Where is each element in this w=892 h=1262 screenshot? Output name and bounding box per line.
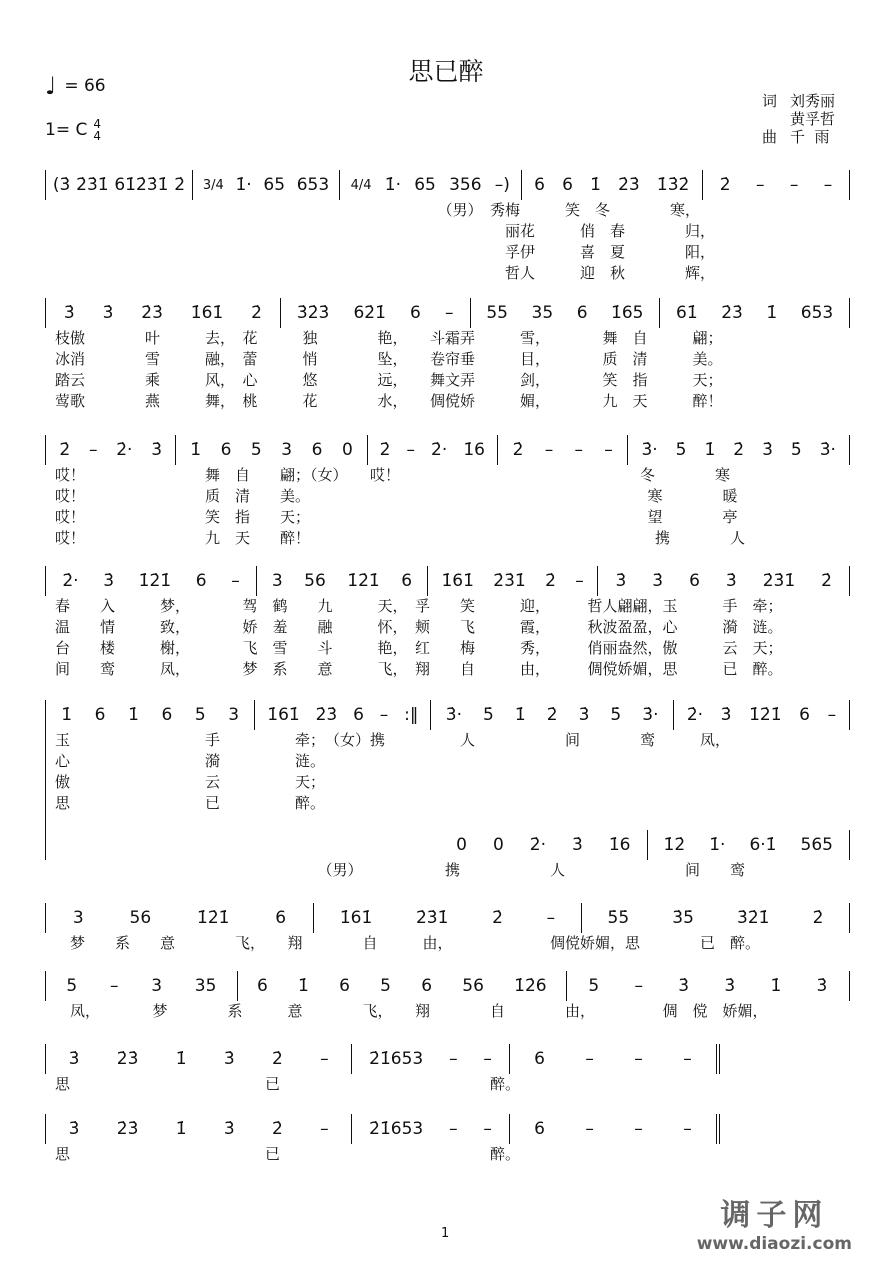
note-group: – xyxy=(585,1119,594,1139)
time-signature: 3/4 xyxy=(202,177,224,193)
note-group: – xyxy=(231,571,240,591)
note-group: 1̇· xyxy=(709,835,726,855)
note-group: 2̇· xyxy=(431,440,448,460)
note-group: – xyxy=(634,1049,643,1069)
note-group: – xyxy=(109,976,119,996)
note-group: 2̇ xyxy=(821,571,832,591)
note-group: 56 xyxy=(304,571,326,591)
notation-system xyxy=(45,971,850,1001)
note-group: – xyxy=(320,1049,329,1069)
measure xyxy=(192,170,339,200)
lyric-line: 凤， 梦 系 意 飞， 翔 自 由， 倜 傥 娇媚， xyxy=(55,1002,768,1020)
page-number: 1 xyxy=(441,1226,450,1241)
note-group: 35 xyxy=(531,303,554,323)
time-signature: 4/4 xyxy=(350,177,372,193)
lyrics-block xyxy=(55,860,745,881)
note-group: – xyxy=(585,1049,594,1069)
watermark-url: www.diaozi.com xyxy=(696,1234,852,1254)
note-group: 56 xyxy=(462,976,484,996)
measure xyxy=(351,1044,509,1074)
note-group: 3̇ xyxy=(615,571,627,591)
credits xyxy=(762,92,835,146)
time-bottom: 4 xyxy=(93,129,101,143)
notation-system xyxy=(45,830,850,860)
measure xyxy=(430,700,673,730)
note-group: – xyxy=(575,571,584,591)
note-group: 1̇ xyxy=(590,175,601,195)
note-group: – xyxy=(483,1119,492,1139)
note-group: 6 xyxy=(562,175,573,195)
note-group: 5̇ xyxy=(790,440,802,460)
note-group: – xyxy=(683,1049,692,1069)
measure xyxy=(45,700,254,730)
note-group: 3̇2̇1̇ xyxy=(737,908,770,928)
lyrics-block xyxy=(55,1001,768,1022)
lyrics-block xyxy=(55,1144,520,1165)
note-group: 6 xyxy=(576,303,588,323)
note-group: 2̇ xyxy=(379,440,391,460)
note-group: 5̇ xyxy=(483,705,494,725)
note-group: 0 xyxy=(492,835,504,855)
measure xyxy=(45,971,237,1001)
note-group: – xyxy=(683,1119,692,1139)
note-group: – xyxy=(827,705,837,725)
note-group: 6 xyxy=(421,976,433,996)
note-group: 1̇2̇6 xyxy=(514,976,547,996)
lyric-line: 丽花 俏 春 归， xyxy=(55,222,716,240)
lyricist-label: 词 xyxy=(762,92,778,110)
note-group: – xyxy=(320,1119,329,1139)
note-group: 1̇ xyxy=(190,440,202,460)
note-group: 56 xyxy=(129,908,152,928)
measure xyxy=(497,435,627,465)
measure xyxy=(659,298,850,328)
note-group: 2̇ xyxy=(492,908,503,928)
lyrics-block xyxy=(55,933,760,954)
measure xyxy=(647,830,851,860)
composer-label: 曲 xyxy=(762,128,778,146)
key-signature xyxy=(45,118,101,142)
note-group: 3̇· xyxy=(445,705,463,725)
lyric-line: （男） 秀梅 笑 冬 寒， xyxy=(55,201,701,219)
lyric-line: 思 已 醉。 xyxy=(55,1145,521,1163)
note-group: 5 xyxy=(250,440,262,460)
note-group: 1̇· xyxy=(384,175,401,195)
lyrics-block xyxy=(55,200,715,284)
notation-system xyxy=(45,566,850,596)
lyric-line: 哎！ 质 清 美。 寒 暖 xyxy=(55,487,738,505)
measure xyxy=(673,700,850,730)
note-group: 6 xyxy=(311,440,323,460)
note-group: 6 xyxy=(401,571,413,591)
note-group: 1̇61̇ xyxy=(441,571,474,591)
note-group: 1̇65 xyxy=(611,303,644,323)
note-group: 1̇6 xyxy=(608,835,631,855)
note-group: 2̇ xyxy=(719,175,731,195)
note-group: 3̇· xyxy=(819,440,836,460)
note-group: 2̇3̇ xyxy=(721,303,743,323)
note-group: 3̇ xyxy=(63,303,75,323)
note-group: – xyxy=(574,440,584,460)
measure xyxy=(509,1114,720,1144)
note-group: 565 xyxy=(800,835,833,855)
lyric-line: 孚伊 喜 夏 阳， xyxy=(55,243,716,261)
note-group: –) xyxy=(494,175,510,195)
note-group: 2̇3̇1̇ xyxy=(493,571,526,591)
note-group: 2̇3̇1̇ xyxy=(415,908,449,928)
note-group: – xyxy=(449,1049,458,1069)
notation-system xyxy=(45,298,850,328)
lyric-line: 思 已 醉。 xyxy=(55,1075,521,1093)
note-group: 2̇ xyxy=(174,175,186,195)
note-group: 5 xyxy=(380,976,391,996)
lyric-line: 冰消 雪 融， 蕾 悄 坠， 卷帘垂 目， 质 清 美。 xyxy=(55,350,723,368)
lyrics-block xyxy=(55,1074,520,1095)
note-group: 653 xyxy=(800,303,834,323)
tempo-value: = 66 xyxy=(64,76,106,96)
note-group: 2̇3̇ xyxy=(315,705,338,725)
lyric-line: 枝傲 叶 去， 花 独 艳， 斗霜弄 雪， 舞 自 翩； xyxy=(55,329,723,347)
note-group: 2̇3̇1̇ xyxy=(76,175,109,195)
lyric-line: 心 漪 涟。 xyxy=(55,752,326,770)
note-group: 2̇ xyxy=(512,440,524,460)
note-group: 6 xyxy=(353,705,364,725)
tempo-marking xyxy=(45,72,106,100)
lyric-line: 思 已 醉。 xyxy=(55,794,326,812)
lyrics-block xyxy=(55,465,745,549)
note-group: 3̇ xyxy=(223,1049,235,1069)
note-group: 3̇ xyxy=(223,1119,235,1139)
note-group: 1̇6 xyxy=(463,440,485,460)
note-group: 1̇61̇ xyxy=(339,908,373,928)
note-group: 1̇2̇1̇ xyxy=(749,705,782,725)
note-group: 3̇ xyxy=(724,976,736,996)
note-group: 3̇ xyxy=(578,705,590,725)
note-group: – xyxy=(604,440,613,460)
note-group: 6 xyxy=(220,440,232,460)
note-group: 3 xyxy=(281,440,293,460)
measure xyxy=(45,298,280,328)
note-group: 2̇3̇ xyxy=(116,1049,139,1069)
measure xyxy=(280,298,470,328)
lyrics-block xyxy=(55,730,730,814)
note-group: 5̇ xyxy=(675,440,687,460)
note-group: 1̇ xyxy=(514,705,526,725)
note-group: – xyxy=(406,440,415,460)
measure xyxy=(702,170,850,200)
note-group: – xyxy=(88,440,98,460)
note-group: 3̇· xyxy=(642,705,659,725)
measure xyxy=(627,435,850,465)
lyric-line: 春 入 梦， 驾 鹤 九 天， 孚 笑 迎， 哲人翩翩，玉 手 牵； xyxy=(55,597,783,615)
note-group: – xyxy=(634,976,643,996)
measure xyxy=(566,971,850,1001)
lyric-line: 哲人 迎 秋 辉， xyxy=(55,264,716,282)
measure xyxy=(237,971,566,1001)
note-group: – xyxy=(755,175,765,195)
measure xyxy=(470,298,660,328)
note-group: (3̇ xyxy=(52,175,71,195)
measure xyxy=(427,566,598,596)
note-group: 2̇ xyxy=(59,440,71,460)
note-group: 6 xyxy=(275,908,287,928)
note-group: 61̇ xyxy=(676,303,698,323)
note-group: 6 xyxy=(534,1049,545,1069)
lyricist-1: 刘秀丽 xyxy=(790,92,836,110)
time-top: 4 xyxy=(93,117,101,131)
note-group: 0 xyxy=(342,440,353,460)
note-group: 6 xyxy=(256,976,268,996)
measure xyxy=(367,435,497,465)
note-group: 3̇ xyxy=(678,976,690,996)
notation-system xyxy=(45,170,850,200)
note-group: 1̇2̇1̇ xyxy=(347,571,380,591)
measure xyxy=(521,170,703,200)
lyric-line: 莺歌 燕 舞， 桃 花 水， 倜傥娇 媚， 九 天 醉！ xyxy=(55,392,723,410)
system-bracket-line xyxy=(45,700,46,855)
note-group: 3 xyxy=(228,705,240,725)
note-group: 3̇2̇3̇ xyxy=(296,303,330,323)
note-group: 6 xyxy=(689,571,700,591)
note-group: – xyxy=(789,175,799,195)
measure xyxy=(45,903,313,933)
note-group: 5̇ xyxy=(610,705,622,725)
note-group: 2̇3̇ xyxy=(618,175,640,195)
measure xyxy=(45,170,192,200)
measure xyxy=(351,1114,509,1144)
note-group: – xyxy=(449,1119,458,1139)
note-group: 62̇1̇ xyxy=(353,303,386,323)
note-group: 2̇3̇ xyxy=(141,303,163,323)
note-group: 2̇3̇1̇ xyxy=(762,571,796,591)
watermark xyxy=(697,1190,852,1254)
note-group: 3̇ xyxy=(762,440,773,460)
note-group: 356 xyxy=(449,175,482,195)
note-group: 6 xyxy=(339,976,350,996)
note-group: 2̇· xyxy=(529,835,547,855)
note-group: 3̇ xyxy=(572,835,583,855)
lyric-line: 温 情 致， 娇 羞 融 怀， 颊 飞 霞， 秋波盈盈，心 漪 涟。 xyxy=(55,618,783,636)
measure xyxy=(581,903,850,933)
note-group: 1̇· xyxy=(235,175,252,195)
song-title: 思已醉 xyxy=(408,57,484,86)
note-group: 2̇1̇653 xyxy=(369,1119,424,1139)
note-group: 5 xyxy=(194,705,206,725)
note-group: 3 xyxy=(271,571,283,591)
measure xyxy=(254,700,430,730)
measure xyxy=(45,566,256,596)
lyric-line: 间 鸾 凤， 梦 系 意 飞， 翔 自 由， 倜傥娇媚，思 已 醉。 xyxy=(55,660,783,678)
note-group: 6 xyxy=(161,705,173,725)
note-group: 3 xyxy=(72,908,84,928)
time-signature xyxy=(93,118,101,142)
note-group: 2̇ xyxy=(251,303,262,323)
note-group: 6 xyxy=(534,1119,545,1139)
note-group: 1̇ xyxy=(128,705,139,725)
note-group: 5 xyxy=(66,976,78,996)
note-group: 3̇ xyxy=(725,571,737,591)
note-group: 2̇ xyxy=(271,1119,283,1139)
note-group: – xyxy=(444,303,454,323)
lyric-line: 梦 系 意 飞， 翔 自 由， 倜傥娇媚，思 已 醉。 xyxy=(55,934,761,952)
note-group: 1̇ xyxy=(770,976,782,996)
note-group: 5̇5̇ xyxy=(607,908,630,928)
note-group: 3̇ xyxy=(652,571,664,591)
key-text: 1= C xyxy=(45,120,88,140)
note-group: 1̇ xyxy=(704,440,716,460)
note-group: 6 xyxy=(410,303,421,323)
note-group: 1̇3̇2̇ xyxy=(656,175,690,195)
note-group: 2̇1̇653 xyxy=(369,1049,424,1069)
note-group: 6 xyxy=(94,705,106,725)
measure xyxy=(313,903,581,933)
note-group: 6·1̇ xyxy=(749,835,777,855)
note-group: 65 xyxy=(263,175,286,195)
note-group: 3̇ xyxy=(68,1119,80,1139)
note-group: – xyxy=(546,908,556,928)
note-group: 3̇5̇ xyxy=(672,908,694,928)
lyric-line: （男） 携 人 间 鸾 xyxy=(55,861,746,879)
note-group: 65 xyxy=(414,175,436,195)
note-group: – xyxy=(483,1049,492,1069)
notation-system xyxy=(45,700,850,730)
measure xyxy=(256,566,427,596)
note-group: 1̇ xyxy=(175,1049,187,1069)
note-group: 1̇2̇1̇ xyxy=(138,571,172,591)
notation-system xyxy=(45,1044,720,1074)
note-group: 3̇ xyxy=(103,571,115,591)
measure xyxy=(45,1114,351,1144)
quarter-note-icon: ♩ xyxy=(45,72,57,100)
note-group: 1̇2̇ xyxy=(663,835,686,855)
note-group: 1̇ xyxy=(766,303,778,323)
lyric-line: 玉 手 牵； （女）携 人 间 鸾 凤， xyxy=(55,731,731,749)
composer: 千 雨 xyxy=(790,128,830,146)
note-group: 2̇ xyxy=(546,705,558,725)
notation-system xyxy=(45,1114,720,1144)
note-group: 3̇ xyxy=(816,976,828,996)
note-group: 6 xyxy=(195,571,207,591)
note-group: 0 xyxy=(456,835,467,855)
note-group: 61̇2̇3̇1̇ xyxy=(114,175,169,195)
notation-system xyxy=(45,435,850,465)
note-group: 2̇ xyxy=(271,1049,283,1069)
lyrics-block xyxy=(55,328,723,412)
lyric-line: 哎！ 九 天 醉！ 携 人 xyxy=(55,529,746,547)
note-group: 55 xyxy=(486,303,508,323)
lyricist-2: 黄孚哲 xyxy=(790,110,836,128)
note-group: 35 xyxy=(194,976,217,996)
note-group: 2̇ xyxy=(733,440,745,460)
note-group: 1̇2̇1̇ xyxy=(197,908,230,928)
measure xyxy=(45,435,175,465)
measure xyxy=(509,1044,720,1074)
measure xyxy=(175,435,366,465)
note-group: 6 xyxy=(534,175,545,195)
note-group: 2̇· xyxy=(116,440,133,460)
lyric-line: 踏云 乘 风， 心 悠 远， 舞文弄 剑， 笑 指 天； xyxy=(55,371,723,389)
note-group: – xyxy=(823,175,833,195)
note-group: 1̇ xyxy=(175,1119,187,1139)
measure xyxy=(597,566,850,596)
note-group: 1̇ xyxy=(61,705,73,725)
lyric-line: 哎！ 笑 指 天； 望 亭 xyxy=(55,508,738,526)
note-group: 1̇ xyxy=(298,976,309,996)
note-group: 6 xyxy=(799,705,810,725)
note-group: 1̇61̇ xyxy=(267,705,300,725)
measure xyxy=(339,170,521,200)
note-group: 3 xyxy=(151,976,163,996)
notation-system xyxy=(45,903,850,933)
lyrics-block xyxy=(55,596,783,680)
note-group: 653 xyxy=(296,175,330,195)
measure xyxy=(45,830,647,860)
note-group: :‖ xyxy=(404,705,419,725)
note-group: 3̇ xyxy=(151,440,163,460)
note-group: 2̇ xyxy=(812,908,824,928)
note-group: 3̇· xyxy=(641,440,658,460)
note-group: – xyxy=(544,440,554,460)
lyric-line: 台 楼 榭， 飞 雪 斗 艳， 红 梅 秀， 俏丽盎然，傲 云 天； xyxy=(55,639,783,657)
watermark-name: 调子网 xyxy=(720,1198,829,1233)
note-group: 5 xyxy=(588,976,600,996)
lyric-line: 哎！ 舞 自 翩；（女） 哎！ 冬 寒 xyxy=(55,466,731,484)
note-group: 3̇ xyxy=(102,303,114,323)
note-group: 2̇· xyxy=(686,705,704,725)
note-group: 2̇· xyxy=(62,571,79,591)
note-group: 3̇ xyxy=(720,705,732,725)
lyric-line: 傲 云 天； xyxy=(55,773,326,791)
measure xyxy=(45,1044,351,1074)
note-group: 2̇3̇ xyxy=(116,1119,139,1139)
note-group: – xyxy=(379,705,389,725)
note-group: 3̇ xyxy=(68,1049,80,1069)
note-group: 2̇ xyxy=(545,571,556,591)
note-group: – xyxy=(634,1119,643,1139)
note-group: 1̇61̇ xyxy=(190,303,224,323)
